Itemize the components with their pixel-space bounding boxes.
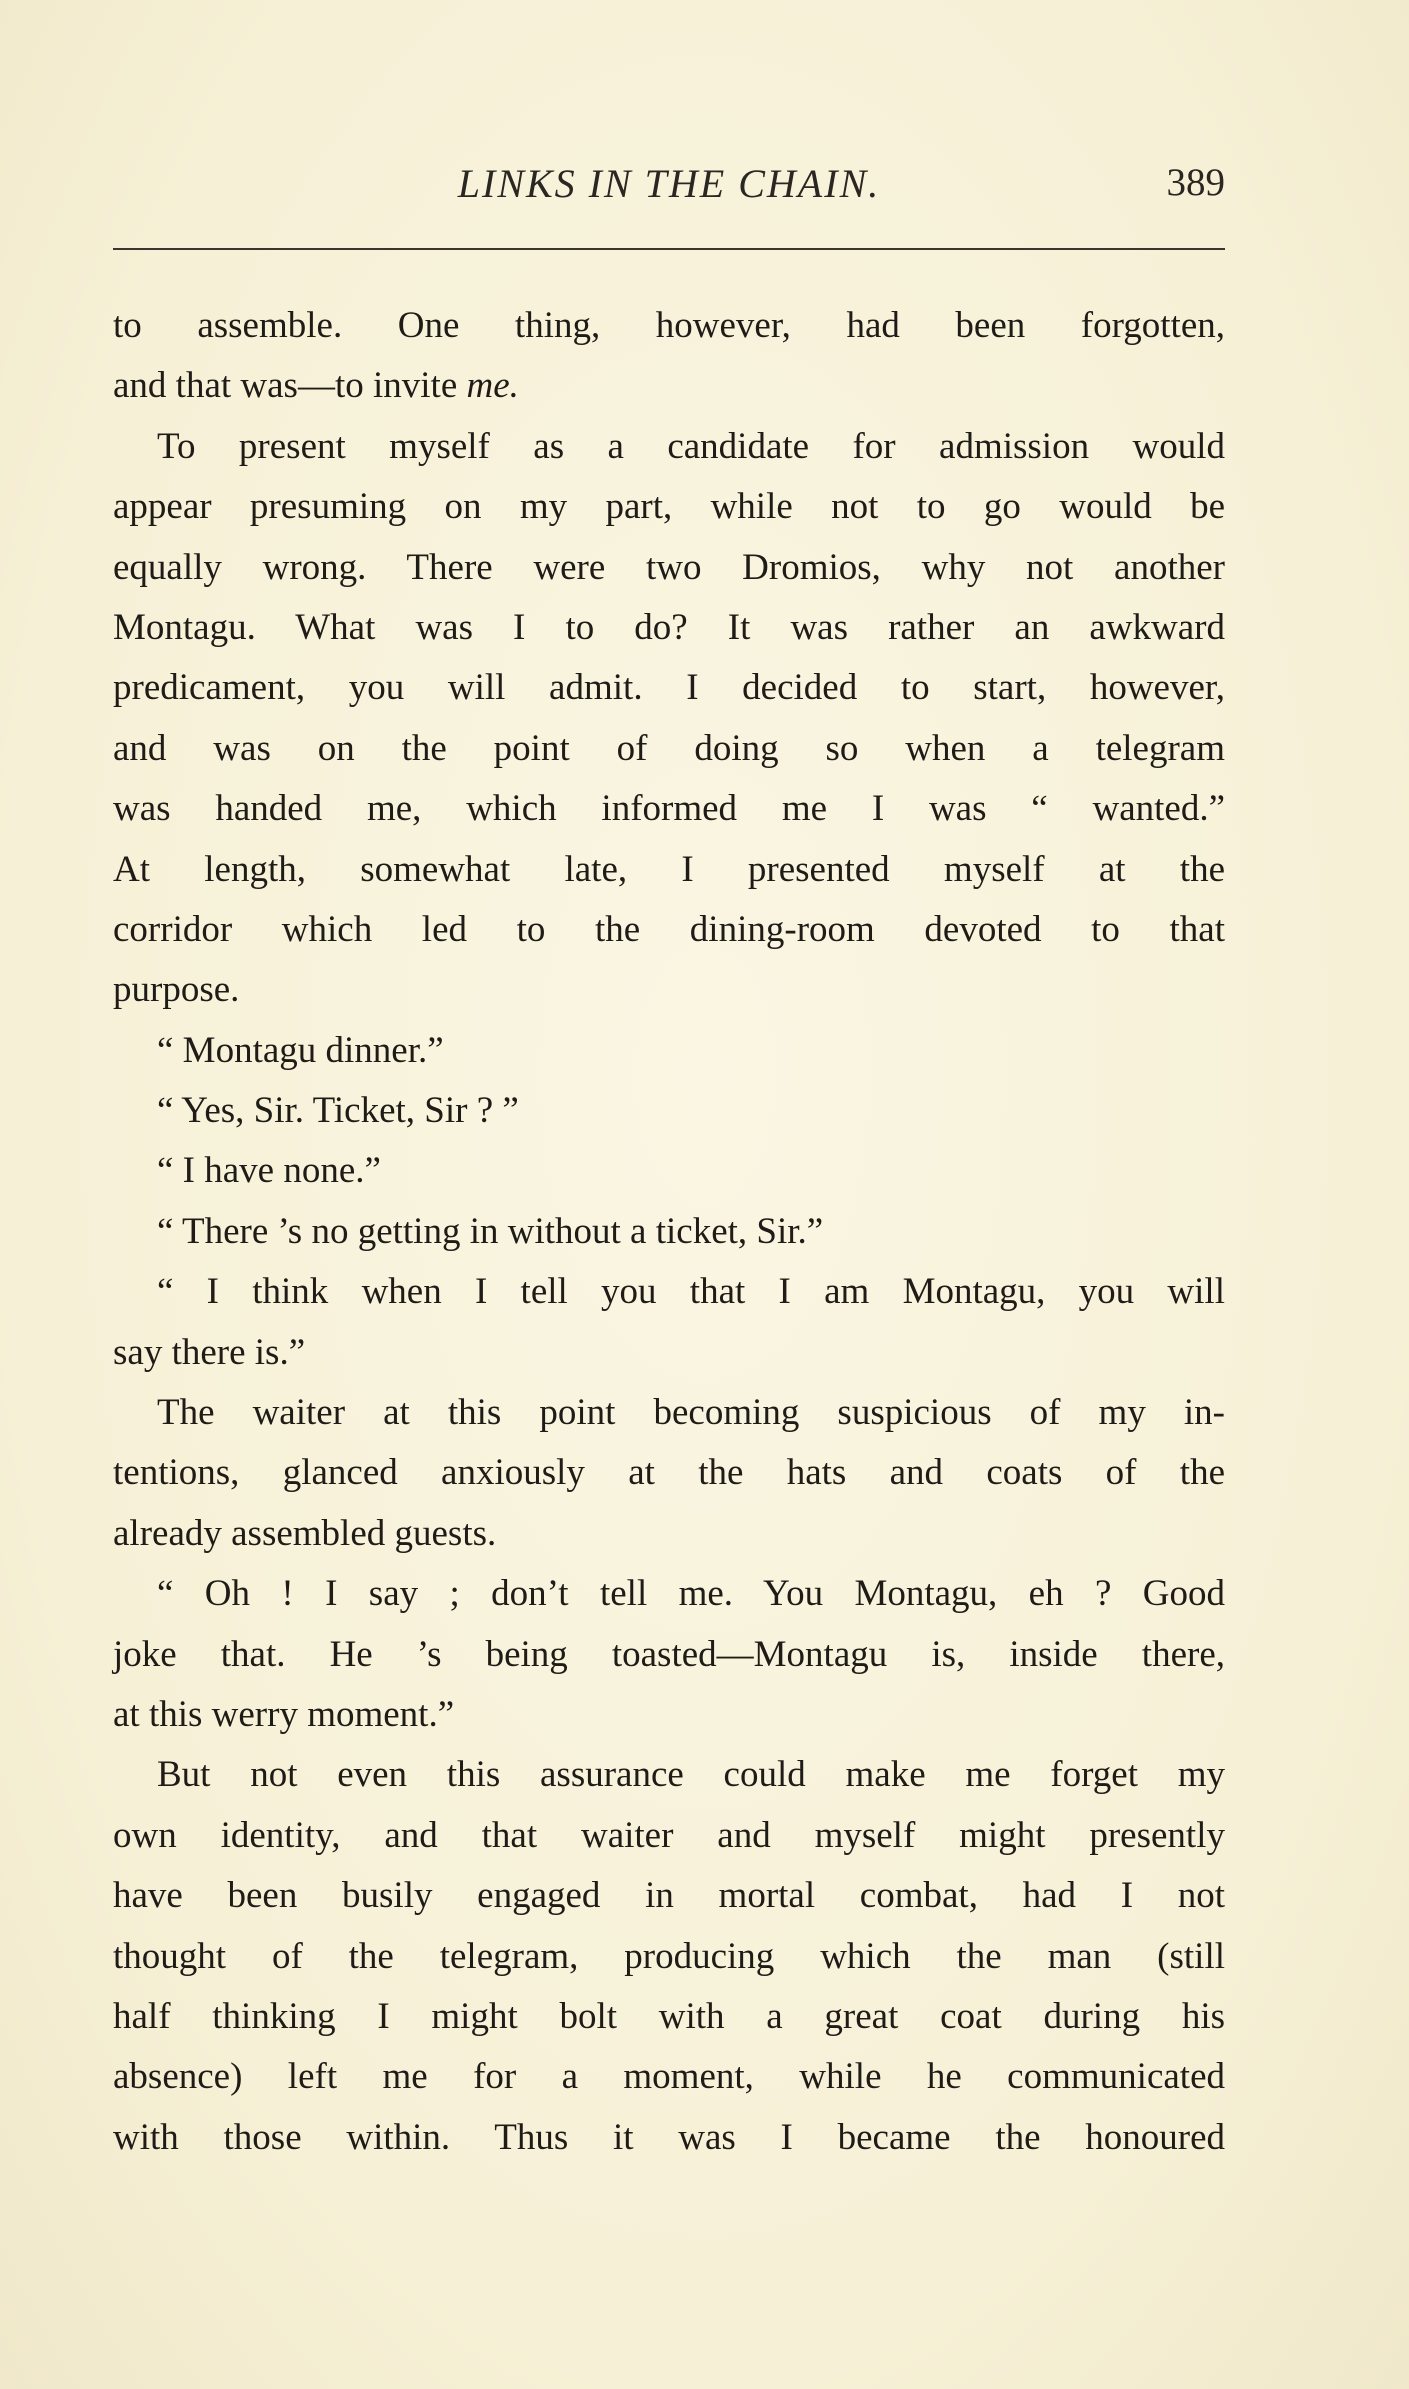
running-title: LINKS IN THE CHAIN.	[457, 161, 881, 206]
text-line-content: “ Montagu dinner.”	[157, 1029, 444, 1071]
text-line	[113, 1504, 1225, 1564]
text-line	[113, 356, 1225, 416]
text-line-content: with those within. Thus it was I became the honoured	[113, 2116, 1225, 2158]
text-line	[113, 1323, 1225, 1383]
text-line-content: say there is.”	[113, 1331, 306, 1373]
text-line	[113, 1443, 1225, 1503]
text-line-content: thought of the telegram, producing which the man (still	[113, 1935, 1225, 1977]
text-line	[113, 719, 1225, 779]
text-line-content: “ There ’s no getting in without a ticket, Sir.”	[157, 1210, 824, 1252]
text-line	[113, 296, 1225, 356]
text-line	[113, 1927, 1225, 1987]
text-line-content: at this werry moment.”	[113, 1693, 455, 1735]
text-line	[113, 779, 1225, 839]
text-line	[113, 1987, 1225, 2047]
text-line	[113, 1625, 1225, 1685]
page-number: 389	[1166, 161, 1225, 204]
text-line	[113, 598, 1225, 658]
body-text	[113, 296, 1225, 2168]
text-line	[113, 1806, 1225, 1866]
text-line	[113, 960, 1225, 1020]
text-line-content: own identity, and that waiter and myself might presently	[113, 1814, 1225, 1856]
text-line-content: tentions, glanced anxiously at the hats and coats of the	[113, 1452, 1225, 1494]
text-line	[113, 1262, 1225, 1322]
text-line	[113, 2047, 1225, 2107]
text-line-content: to assemble. One thing, however, had been forgotten,	[113, 305, 1225, 346]
text-line-content: Montagu. What was I to do? It was rather an awkward	[113, 606, 1225, 648]
text-line	[113, 417, 1225, 477]
text-line-content: absence) left me for a moment, while he communicated	[113, 2056, 1225, 2098]
text-line-content: “ I have none.”	[157, 1150, 381, 1192]
text-line	[113, 477, 1225, 537]
text-line	[113, 1745, 1225, 1805]
text-line	[113, 840, 1225, 900]
text-line	[113, 1202, 1225, 1262]
text-line	[113, 2108, 1225, 2168]
text-line-content: and was on the point of doing so when a telegram	[113, 727, 1225, 769]
text-line	[113, 538, 1225, 598]
text-line-content: have been busily engaged in mortal combat, had I not	[113, 1875, 1225, 1917]
text-line-content: To present myself as a candidate for admission would	[157, 425, 1225, 467]
text-line-content: But not even this assurance could make me forget my	[157, 1754, 1225, 1796]
text-line	[113, 1021, 1225, 1081]
running-head	[113, 160, 1225, 216]
text-line-content: and that was—to invite	[113, 365, 467, 407]
text-line	[113, 1383, 1225, 1443]
text-line-content: appear presuming on my part, while not to go would be	[113, 486, 1225, 528]
text-line-content: corridor which led to the dining-room devoted to that	[113, 908, 1225, 950]
text-line	[113, 1866, 1225, 1926]
text-line	[113, 900, 1225, 960]
text-line-content: was handed me, which informed me I was “ wanted.”	[113, 788, 1225, 830]
text-line-content: At length, somewhat late, I presented myself at the	[113, 848, 1225, 890]
text-line-content: “ Yes, Sir. Ticket, Sir ? ”	[157, 1090, 519, 1132]
text-line-content: joke that. He ’s being toasted—Montagu is, inside there,	[113, 1633, 1225, 1675]
text-line-content: predicament, you will admit. I decided to start, however,	[113, 667, 1225, 709]
text-line-content: equally wrong. There were two Dromios, why not another	[113, 546, 1225, 588]
text-line	[113, 658, 1225, 718]
italic-word: me.	[466, 365, 519, 407]
text-line	[113, 1081, 1225, 1141]
text-line	[113, 1685, 1225, 1745]
text-line-content: “ I think when I tell you that I am Montagu, you will	[157, 1271, 1225, 1313]
text-line	[113, 1564, 1225, 1624]
text-line-content: “ Oh ! I say ; don’t tell me. You Montagu, eh ? Good	[157, 1573, 1225, 1615]
text-line	[113, 1141, 1225, 1201]
text-line-content: half thinking I might bolt with a great coat during his	[113, 1995, 1225, 2037]
text-line-content: purpose.	[113, 969, 240, 1011]
text-line-content: already assembled guests.	[113, 1512, 497, 1554]
text-line-content: The waiter at this point becoming suspicious of my in-	[157, 1392, 1225, 1434]
header-rule	[113, 248, 1225, 250]
